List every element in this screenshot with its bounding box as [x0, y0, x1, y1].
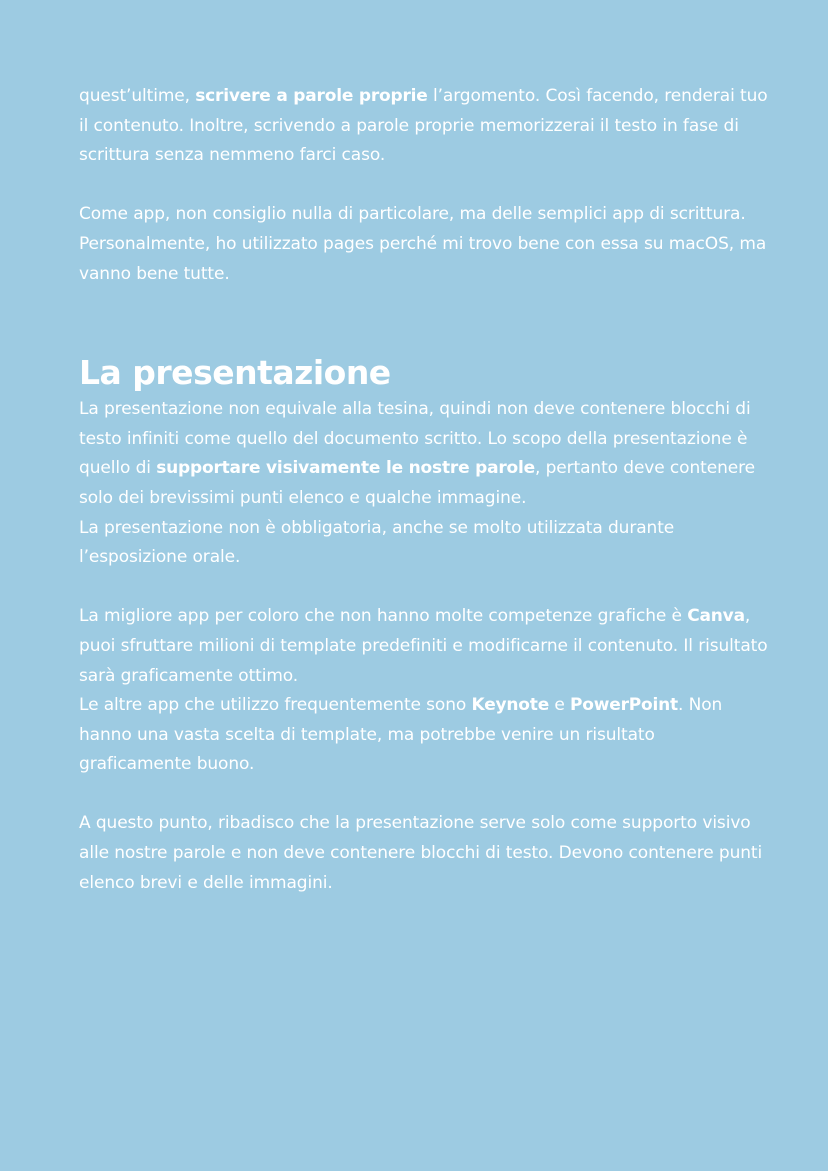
text-span: . Non hanno una vasta scelta di template, ma potrebbe venire un risultato graficamente buono.: [79, 695, 723, 775]
text-span: , pertanto deve contenere solo dei brevissimi punti elenco e qualche immagine.: [79, 458, 755, 508]
text-span: quest’ultime,: [79, 86, 196, 106]
bold-text: PowerPoint: [570, 695, 678, 716]
presentation-paragraph-5: A questo punto, ribadisco che la presentazione serve solo come supporto visivo alle nostre parole e non deve contenere blocchi di testo. Devono contenere punti elenco brevi e delle immagini.: [79, 813, 763, 893]
bold-text: Keynote: [471, 695, 550, 716]
presentation-paragraph-3: [79, 602, 768, 691]
text-span: La presentazione non equivale alla tesina, quindi non deve contenere blocchi di testo infiniti come quello del documento scritto. Lo scopo della presentazione è quello di: [79, 399, 751, 479]
text-span: e: [549, 695, 571, 716]
section-heading: La presentazione: [79, 353, 391, 393]
intro-paragraph-1: [79, 82, 768, 171]
bold-text: Canva: [687, 606, 745, 627]
text-span: Le altre app che utilizzo frequentemente sono: [79, 695, 472, 716]
text-span: , puoi sfruttare milioni di template predefiniti e modificarne il contenuto. Il risultato sarà graficamente ottimo.: [79, 606, 768, 686]
presentation-paragraph-1: [79, 395, 768, 513]
intro-paragraph-2: Come app, non consiglio nulla di particolare, ma delle semplici app di scrittura. Personalmente, ho utilizzato pages perché mi trovo bene con essa su macOS, ma vanno bene tutte.: [79, 204, 767, 284]
bold-text: supportare visivamente le nostre parole: [156, 458, 535, 479]
presentation-paragraph-2: La presentazione non è obbligatoria, anche se molto utilizzata durante l’esposizione orale.: [79, 517, 675, 568]
text-span: l’argomento. Così facendo, renderai tuo il contenuto. Inoltre, scrivendo a parole proprie memorizzerai il testo in fase di scrittura senza nemmeno farci caso.: [79, 86, 768, 166]
bold-text: scrivere a parole proprie: [195, 86, 428, 106]
presentation-paragraph-4: [79, 691, 768, 780]
text-span: La migliore app per coloro che non hanno molte competenze grafiche è: [79, 606, 688, 627]
